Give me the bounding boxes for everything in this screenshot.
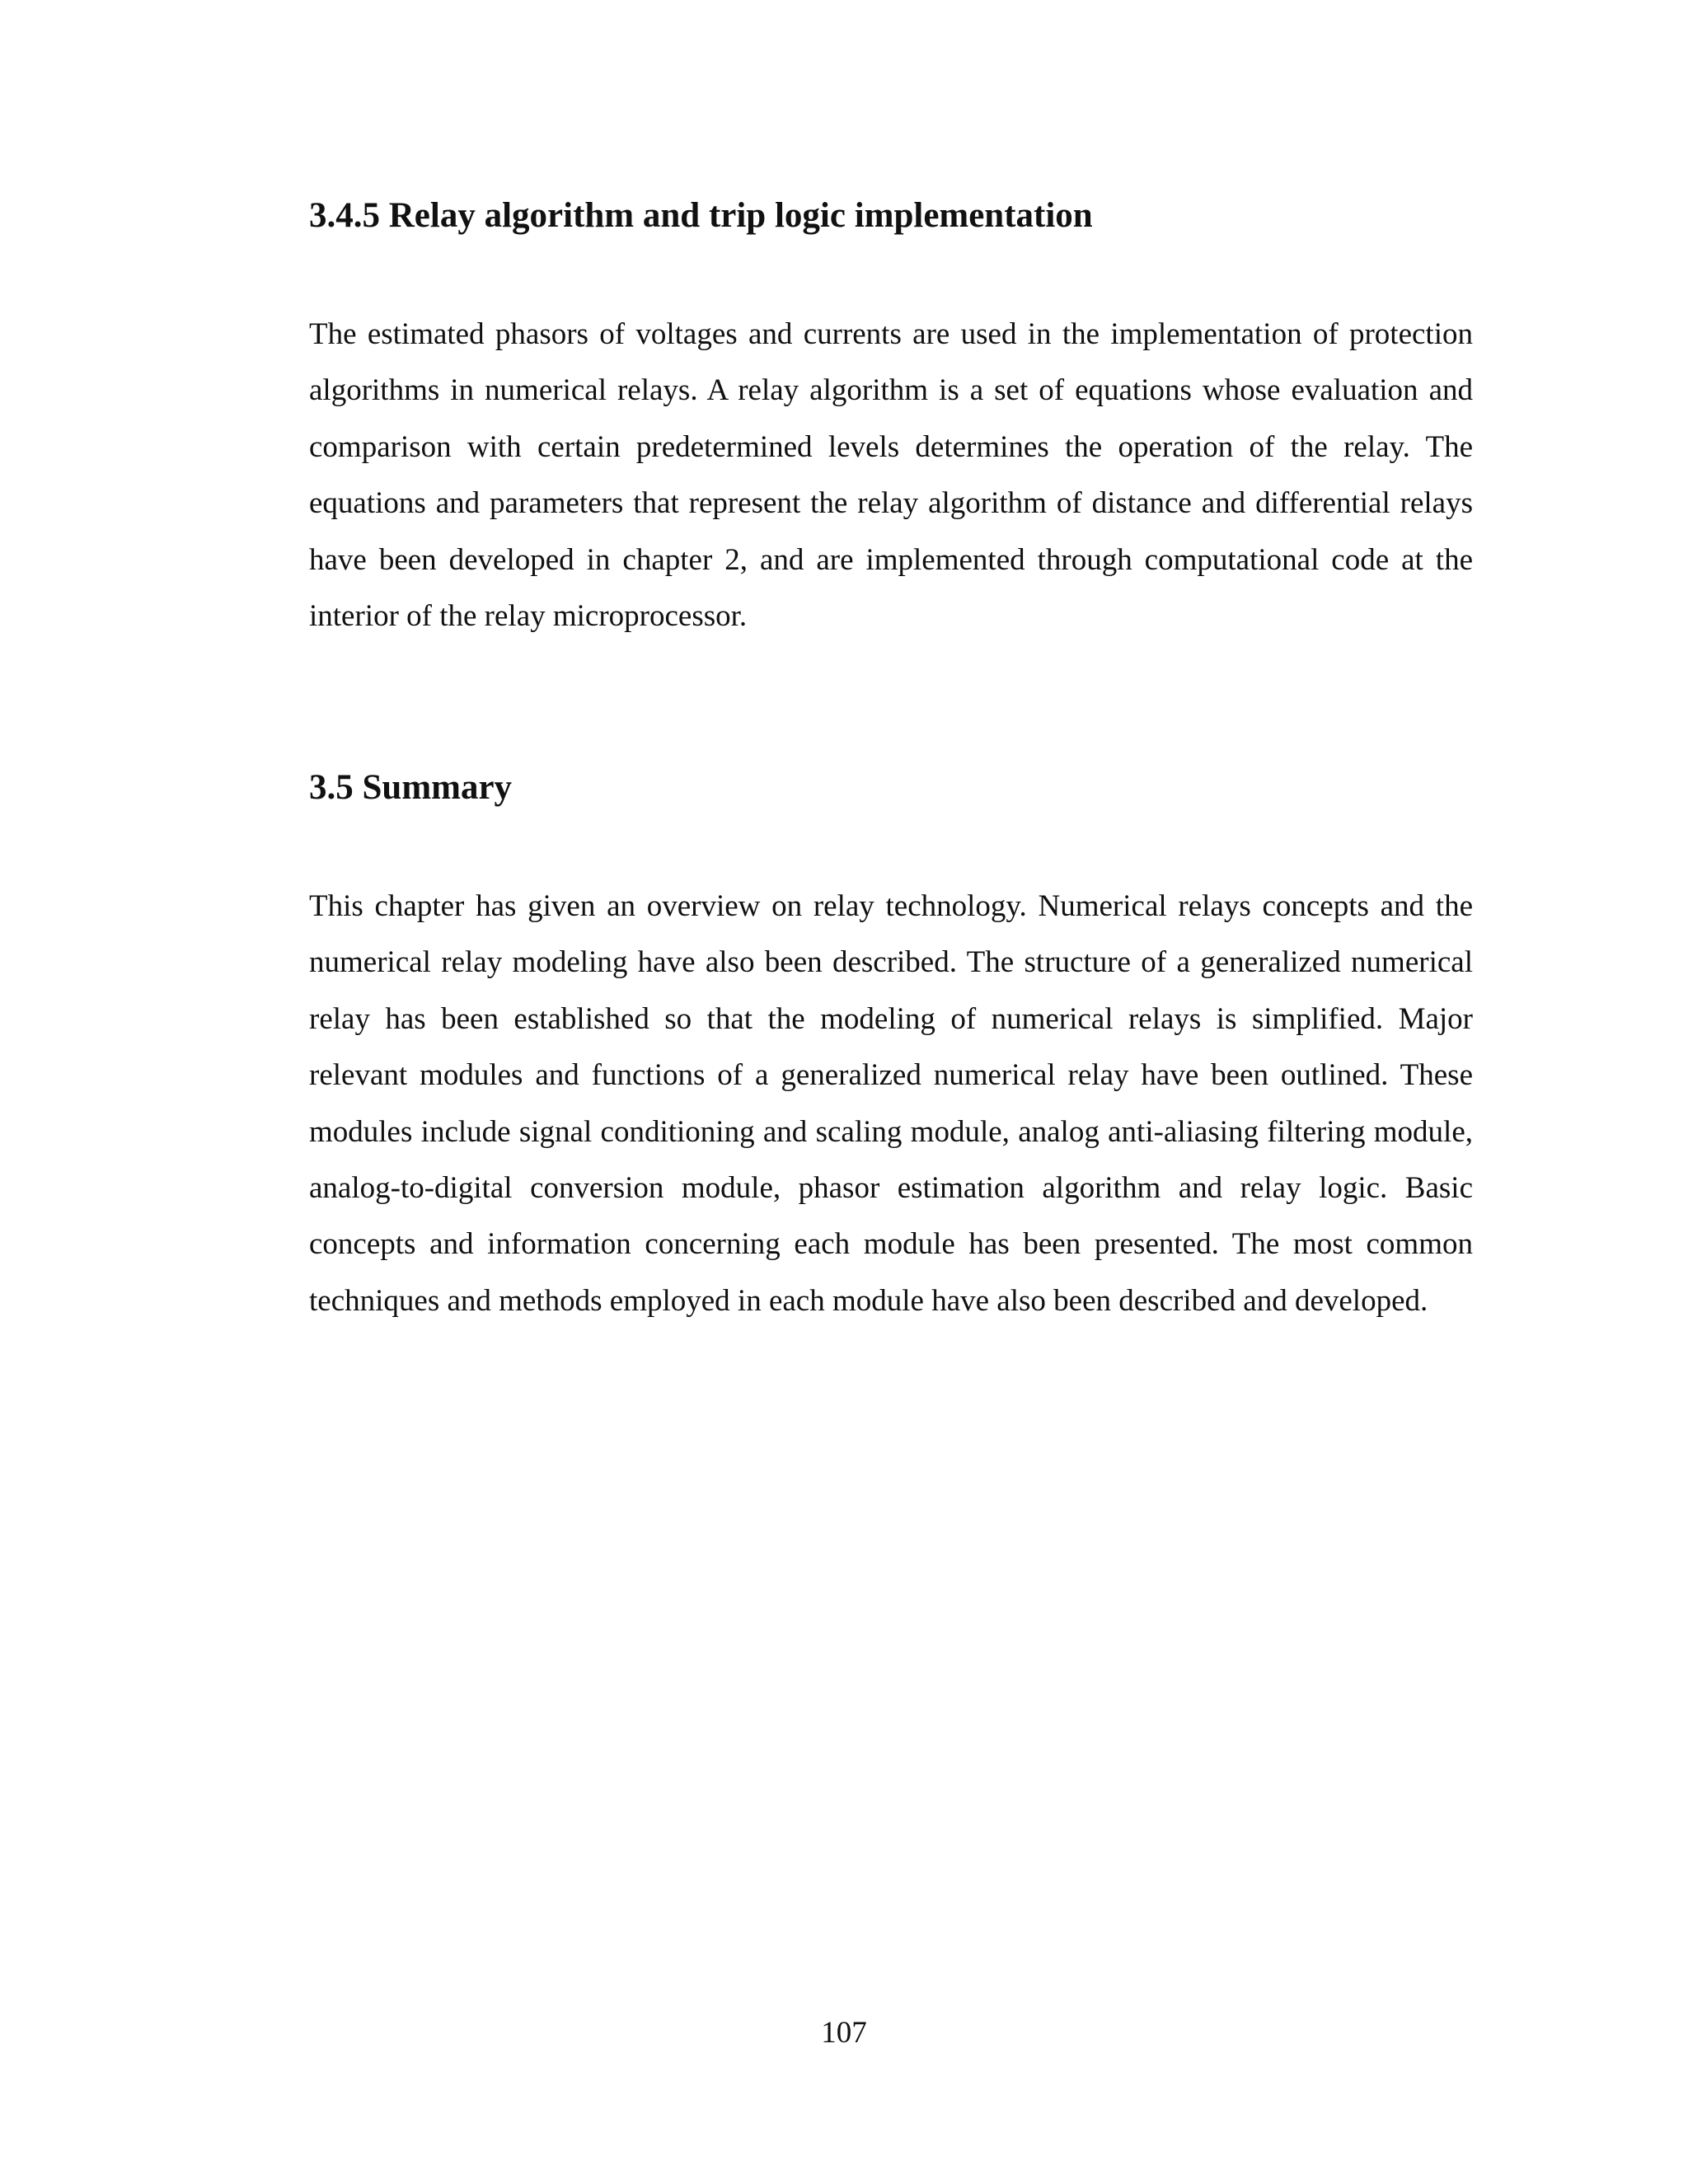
- section-paragraph-3-5: This chapter has given an overview on relay technology. Numerical relays concepts and the numerical relay modeling have also been described. The structure of a generalized numerical relay has been established so that the modeling of numerical relays is simplified. Major relevant modules and functions of a generalized numerical relay have been outlined. These modules include signal conditioning and scaling module, analog anti-aliasing filtering module, analog-to-digital conversion module, phasor estimation algorithm and relay logic. Basic concepts and information concerning each module has been presented. The most common techniques and methods employed in each module have also been described and developed.: [309, 889, 1473, 1318]
- section-heading-3-4-5: 3.4.5 Relay algorithm and trip logic implementation: [309, 196, 1093, 235]
- page-number: 107: [821, 2016, 867, 2050]
- section-paragraph-3-4-5: The estimated phasors of voltages and currents are used in the implementation of protection algorithms in numerical relays. A relay algorithm is a set of equations whose evaluation and comparison with certain predetermined levels determines the operation of the relay. The equations and parameters that represent the relay algorithm of distance and differential relays have been developed in chapter 2, and are implemented through computational code at the interior of the relay microprocessor.: [309, 317, 1473, 634]
- section-heading-3-5: 3.5 Summary: [309, 768, 513, 807]
